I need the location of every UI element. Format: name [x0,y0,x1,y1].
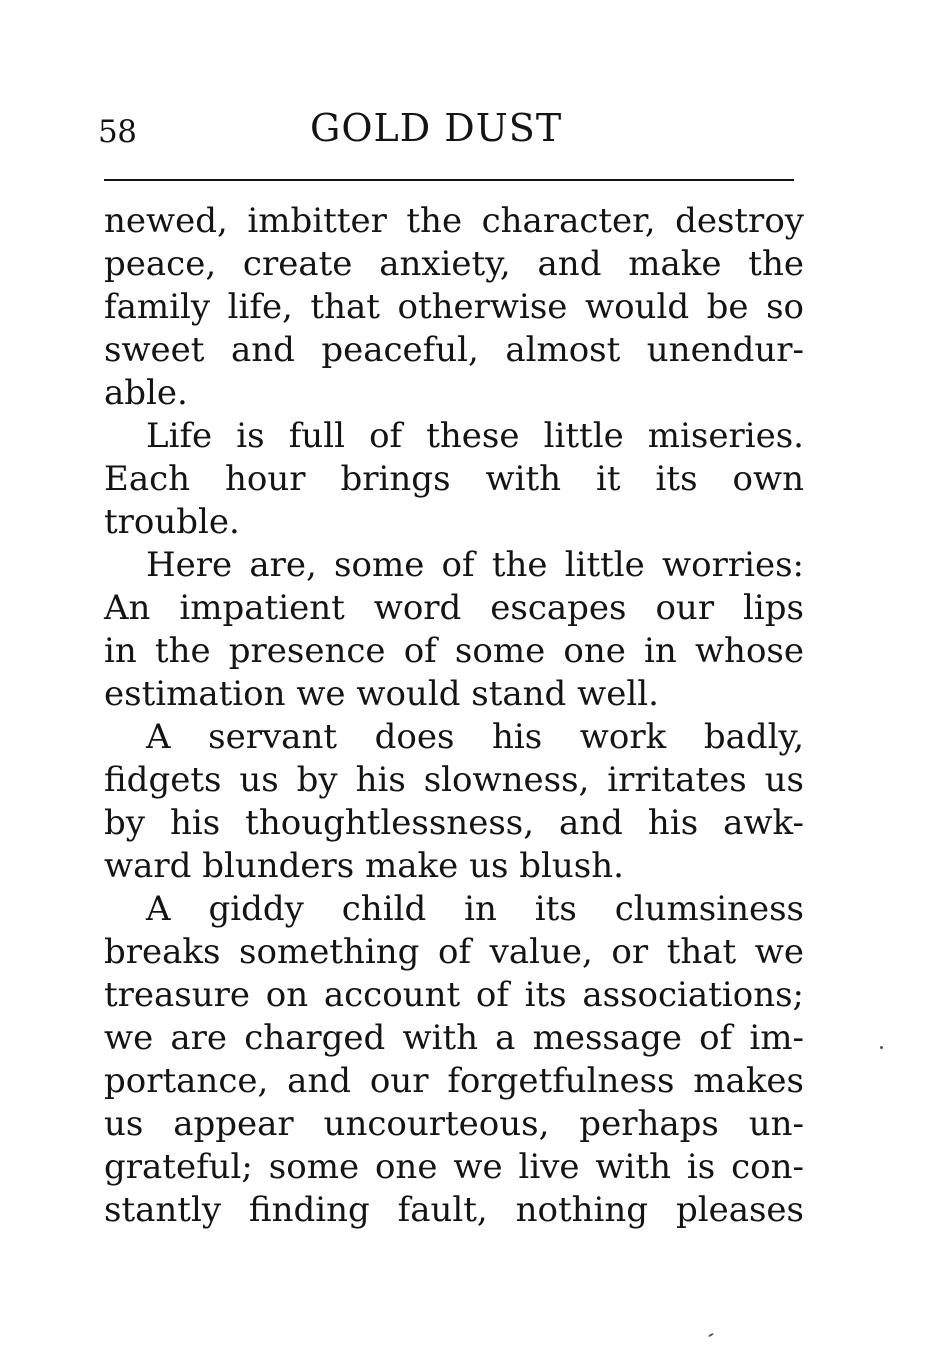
text-line: Each hour brings with it its own [104,459,804,499]
text-line: we are charged with a message of im- [104,1018,804,1058]
text-line: ward blunders make us blush. [104,846,624,886]
text-line: fidgets us by his slowness, irritates us [104,760,804,800]
text-line: estimation we would stand well. [104,674,659,714]
text-line: Life is full of these little miseries. [146,416,804,456]
text-line: grateful; some one we live with is con- [104,1147,804,1187]
text-line: peace, create anxiety, and make the [104,244,804,284]
text-line: stantly finding fault, nothing pleases [104,1190,804,1230]
text-line: trouble. [104,502,240,542]
text-line: An impatient word escapes our lips [104,588,804,628]
text-line: us appear uncourteous, perhaps un- [104,1104,804,1144]
text-line: breaks something of value, or that we [104,932,804,972]
text-line: treasure on account of its associations; [104,975,804,1015]
body-text [104,200,804,1232]
text-line: A servant does his work badly, [146,717,804,757]
page-header [98,106,798,156]
scan-speck [880,1046,883,1049]
running-title: GOLD DUST [310,106,563,150]
text-line: portance, and our forgetfulness makes [104,1061,804,1101]
text-line: by his thoughtlessness, and his awk- [104,803,804,843]
header-rule [104,179,794,181]
scan-speck [708,1333,714,1338]
text-line: newed, imbitter the character, destroy [104,201,804,241]
text-line: able. [104,373,188,413]
text-line: A giddy child in its clumsiness [146,889,804,929]
page-number: 58 [98,114,137,150]
text-line: family life, that otherwise would be so [104,287,804,327]
text-line: in the presence of some one in whose [104,631,804,671]
text-line: sweet and peaceful, almost unendur- [104,330,804,370]
text-line: Here are, some of the little worries: [146,545,804,585]
